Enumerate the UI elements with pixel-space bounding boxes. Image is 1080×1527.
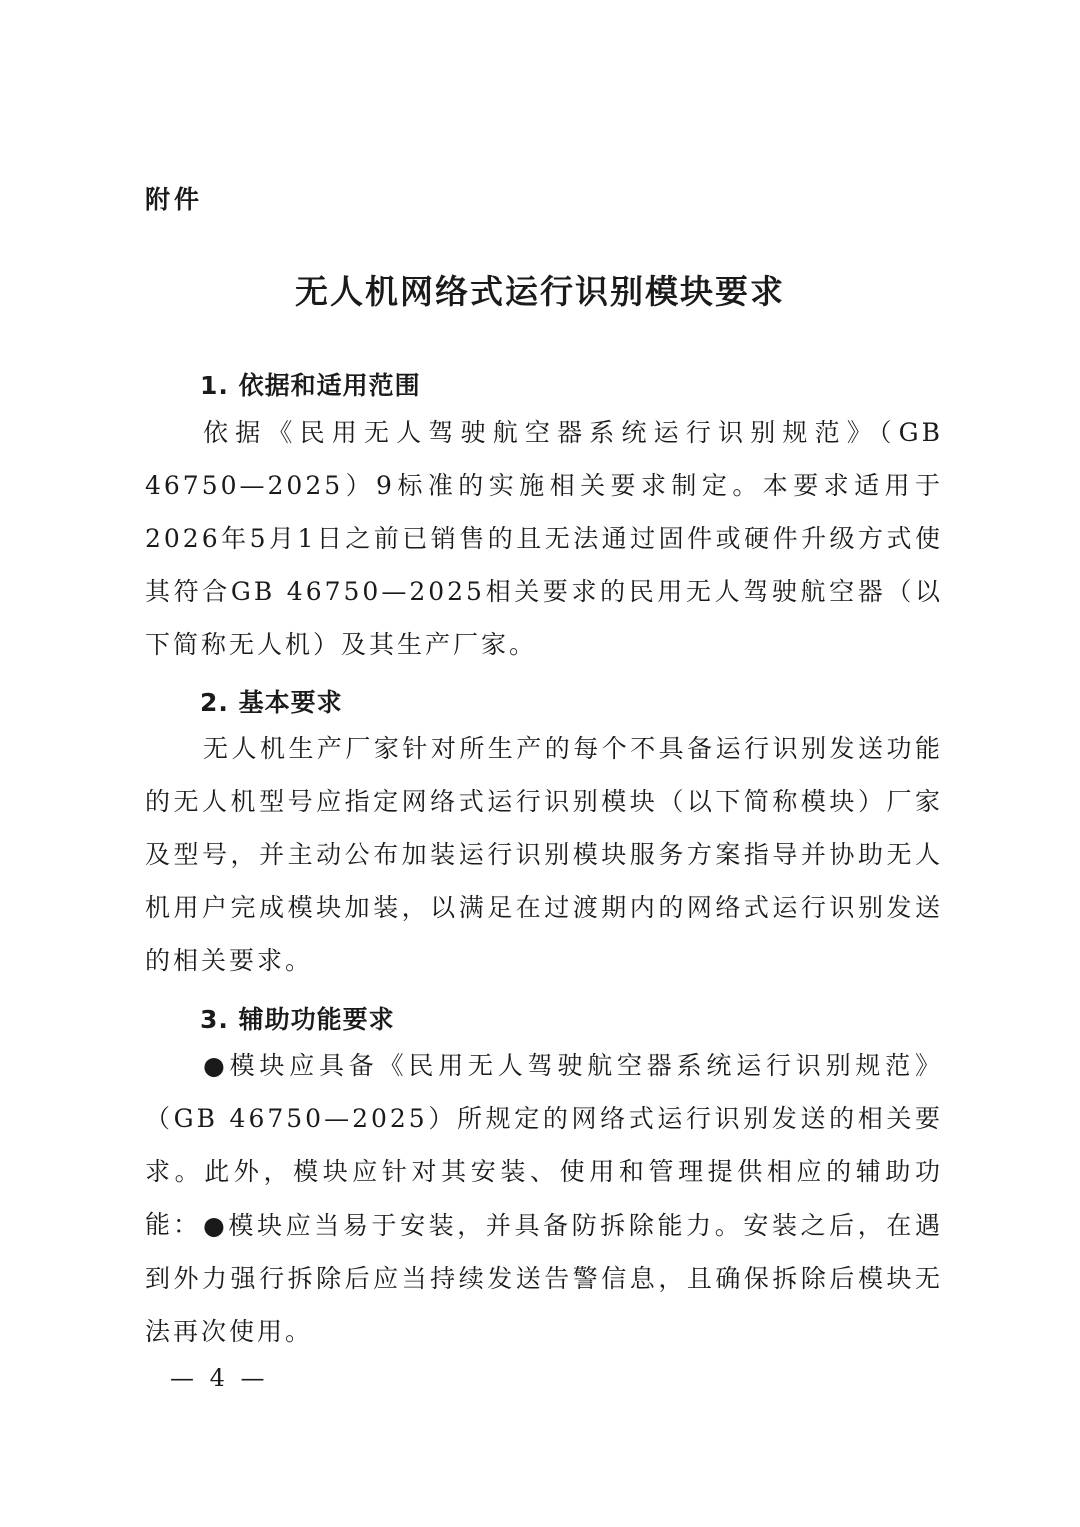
document-title: 无人机网络式运行识别模块要求: [295, 272, 785, 311]
section-heading-auxiliary-functions: 3. 辅助功能要求: [200, 1005, 395, 1034]
section-heading-basis-scope: 1. 依据和适用范围: [200, 371, 421, 400]
paragraph-auxiliary-functions-1: ●模块应具备《民用无人驾驶航空器系统运行识别规范》（GB 46750—2025）所规定的网络式运行识别发送的相关要求。此外，模块应针对其安装、使用和管理提供相应的辅助功能：: [145, 1051, 943, 1239]
paragraph-basic-requirements: 无人机生产厂家针对所生产的每个不具备运行识别发送功能的无人机型号应指定网络式运行识别模块（以下简称模块）厂家及型号，并主动公布加装运行识别模块服务方案指导并协助无人机用户完成模块加装，以满足在过渡期内的网络式运行识别发送的相关要求。: [145, 734, 943, 975]
paragraph-auxiliary-functions-2: ●模块应当易于安装，并具备防拆除能力。安装之后，在遇到外力强行拆除后应当持续发送告警信息，且确保拆除后模块无法再次使用。: [145, 1211, 943, 1346]
section-heading-basic-requirements: 2. 基本要求: [200, 688, 343, 717]
page-number: — 4 —: [170, 1364, 269, 1392]
attachment-label: 附件: [145, 185, 204, 214]
paragraph-basis-scope: 依据《民用无人驾驶航空器系统运行识别规范》（GB 46750—2025）9标准的实施相关要求制定。本要求适用于2026年5月1日之前已销售的且无法通过固件或硬件升级方式使其符合GB 46750—2025相关要求的民用无人驾驶航空器（以下简称无人机）及其生产厂家。: [145, 418, 943, 659]
